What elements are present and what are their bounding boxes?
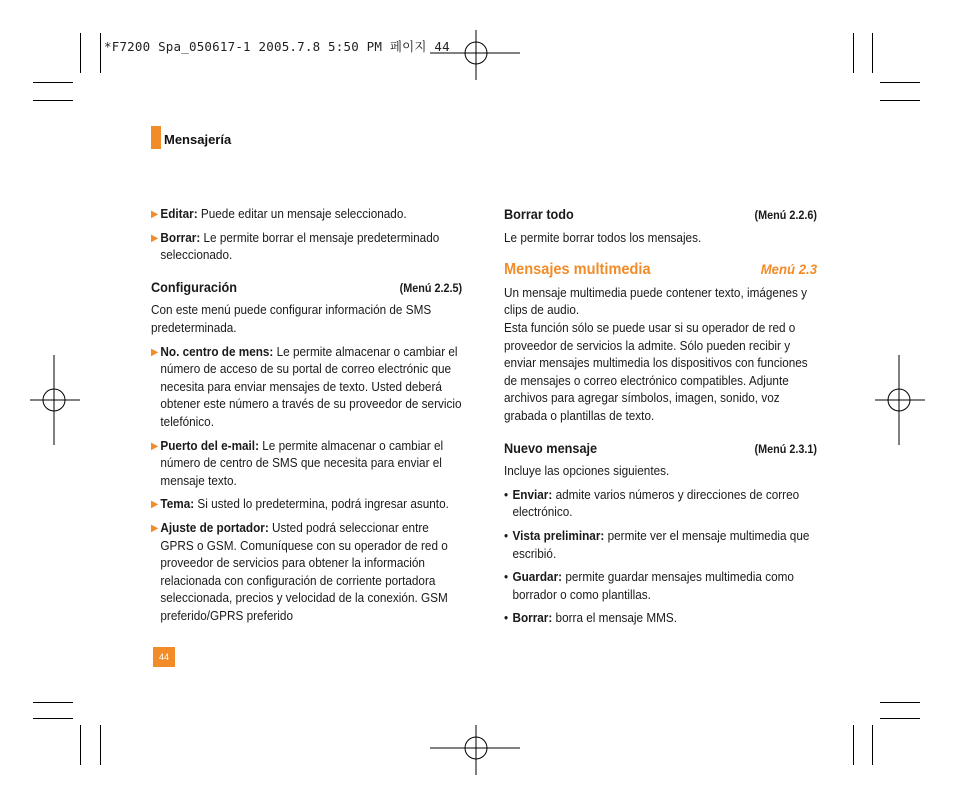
list-item <box>151 206 462 224</box>
paragraph: Le permite borrar todos los mensajes. <box>504 230 702 245</box>
paragraph: Con este menú puede configurar información de SMS predeterminada. <box>151 303 432 335</box>
paragraph: Incluye las opciones siguientes. <box>504 464 670 479</box>
triangle-bullet-icon: ▶ <box>151 522 159 534</box>
registration-mark-top <box>430 30 520 80</box>
dot-bullet-icon: • <box>504 528 509 543</box>
subsection-title: Borrar todo <box>504 207 574 222</box>
item-term: No. centro de mens: <box>160 344 274 359</box>
item-term: Enviar: <box>512 487 553 502</box>
item-text: Le permite almacenar o cambiar el número de centro de SMS que necesita para enviar el mensaje texto. <box>160 438 444 488</box>
item-text: Le permite borrar el mensaje predeterminado seleccionado. <box>160 230 440 263</box>
item-text: Le permite almacenar o cambiar el número de acceso de su portal de correo electrónic que necesita para enviar mensajes de texto. Usted deberá obtener este número a través de su proveedor de servicio telefónico. <box>160 344 462 429</box>
triangle-bullet-icon: ▶ <box>151 209 159 220</box>
subsection-title: Nuevo mensaje <box>504 440 598 456</box>
item-term: Borrar: <box>512 611 553 626</box>
item-text: admite varios números y direcciones de correo electrónico. <box>512 487 800 520</box>
registration-mark-bottom <box>430 725 520 775</box>
menu-reference: (Menú 2.2.5) <box>399 282 463 295</box>
list-item <box>151 438 462 491</box>
item-term: Ajuste de portador: <box>160 520 269 535</box>
right-column <box>504 206 817 634</box>
list-item <box>504 487 817 522</box>
dot-bullet-icon: • <box>504 570 509 585</box>
list-item <box>151 344 462 432</box>
registration-mark-right <box>875 355 925 445</box>
list-item <box>504 528 817 563</box>
list-item <box>504 610 817 628</box>
subsection-title: Configuración <box>151 279 238 295</box>
item-term: Puerto del e-mail: <box>160 438 259 453</box>
item-term: Editar: <box>160 207 198 221</box>
item-text: Usted podrá seleccionar entre GPRS o GSM. Comuníquese con su operador de red o proveedor de servicios para obtener la información relacionada con configuración de corriente portadora seleccionada, precios y velocidad de la conexión. GSM preferido/GPRS preferido <box>160 520 448 623</box>
subsection-heading <box>151 279 462 299</box>
menu-reference: (Menú 2.2.6) <box>754 210 818 222</box>
item-text: permite guardar mensajes multimedia como borrador o como plantillas. <box>512 570 794 602</box>
list-item <box>504 569 817 604</box>
paragraph: Esta función sólo se puede usar si su operador de red o proveedor de servicios la admite. Sólo pueden recibir y enviar mensajes multimedia los dispositivos con funciones de mensajes o correo electrónico compatibles. Adjunte archivos para agregar símbolos, imagen, sonido, voz grabada o plantillas de texto. <box>504 320 808 423</box>
triangle-bullet-icon: ▶ <box>151 499 159 511</box>
item-text: permite ver el mensaje multimedia que escribió. <box>512 528 810 561</box>
registration-mark-left <box>30 355 80 445</box>
dot-bullet-icon: • <box>504 487 509 502</box>
item-term: Borrar: <box>160 230 201 245</box>
triangle-bullet-icon: ▶ <box>151 440 159 452</box>
section-heading-title: Mensajes multimedia <box>504 261 651 279</box>
triangle-bullet-icon: ▶ <box>151 346 159 358</box>
triangle-bullet-icon: ▶ <box>151 232 159 244</box>
item-text: Si usted lo predetermina, podrá ingresar asunto. <box>194 497 449 512</box>
section-label: Mensajería <box>164 132 232 147</box>
dot-bullet-icon: • <box>504 611 509 626</box>
section-menu-reference: Menú 2.3 <box>760 261 818 278</box>
list-item <box>151 230 462 265</box>
item-term: Guardar: <box>512 570 563 585</box>
list-item <box>151 520 462 626</box>
menu-reference: (Menú 2.3.1) <box>754 443 818 456</box>
page-number: 44 <box>153 647 175 667</box>
item-text: borra el mensaje MMS. <box>552 611 678 626</box>
item-text: Puede editar un mensaje seleccionado. <box>197 207 407 221</box>
print-header-slug: *F7200 Spa_050617-1 2005.7.8 5:50 PM 페이지 44 <box>104 39 450 54</box>
paragraph: Un mensaje multimedia puede contener texto, imágenes y clips de audio. <box>504 285 808 318</box>
subsection-heading <box>504 440 817 460</box>
list-item <box>151 496 462 514</box>
item-term: Tema: <box>160 497 195 512</box>
left-column <box>151 206 462 631</box>
section-accent-bar <box>151 126 161 149</box>
section-heading <box>504 261 817 279</box>
item-term: Vista preliminar: <box>512 528 605 543</box>
subsection-heading <box>504 206 817 226</box>
